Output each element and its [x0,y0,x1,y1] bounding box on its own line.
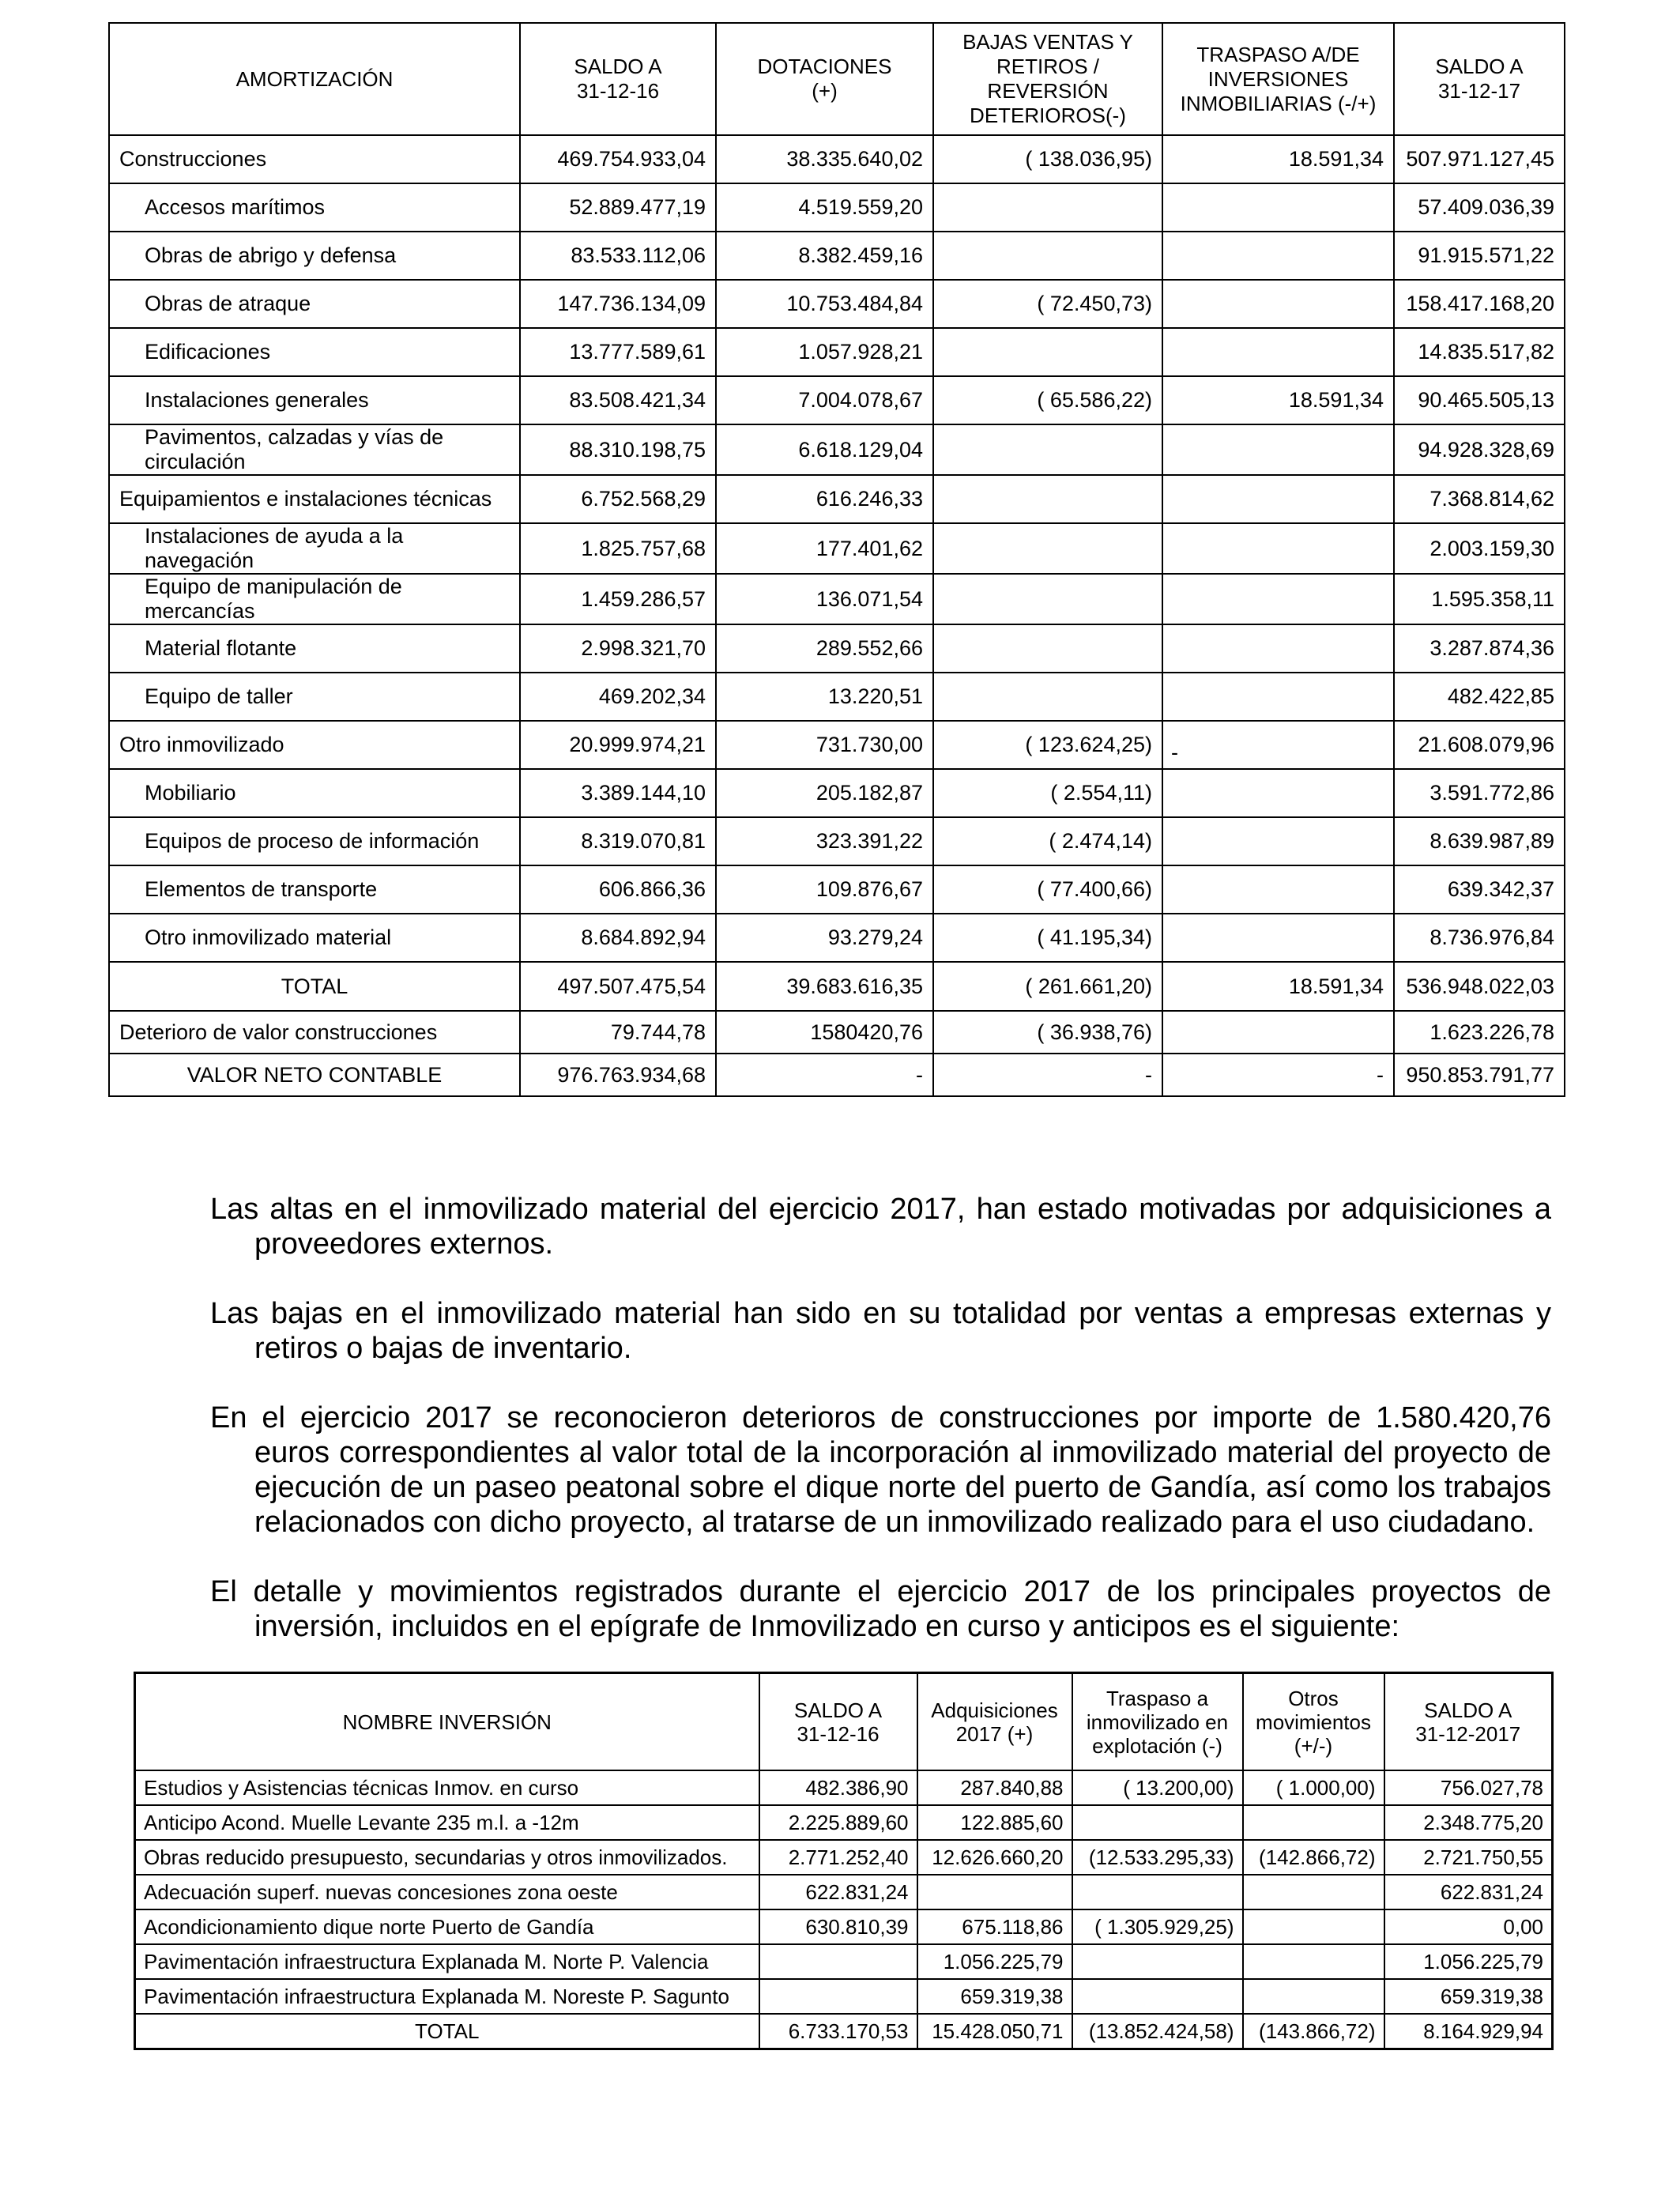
row-label: Accesos marítimos [109,183,520,232]
header-saldo-16: SALDO A 31-12-16 [520,23,716,135]
row-label: Pavimentos, calzadas y vías de circulación [109,424,520,475]
row-label: Equipos de proceso de información [109,817,520,865]
cell-saldo-17: 2.003.159,30 [1394,523,1565,574]
inversion-header-row [135,1673,1553,1771]
cell-saldo-16: 13.777.589,61 [520,328,716,376]
cell-saldo-17: 2.348.775,20 [1384,1805,1553,1840]
cell-saldo-17: 659.319,38 [1384,1979,1553,2014]
table-row [135,1909,1553,1944]
cell-bajas [933,424,1162,475]
cell-traspaso [1162,183,1394,232]
cell-saldo-17: 482.422,85 [1394,673,1565,721]
cell-traspaso: 18.591,34 [1162,376,1394,424]
cell-adquisiciones: 675.118,86 [917,1909,1072,1944]
table-row [109,865,1565,914]
cell-traspaso [1162,865,1394,914]
cell-traspaso [1162,475,1394,523]
cell-saldo-17: 1.595.358,11 [1394,574,1565,624]
cell-saldo-17: 8.736.976,84 [1394,914,1565,962]
header-otros: Otros movimientos (+/-) [1243,1673,1384,1771]
cell-bajas: ( 2.554,11) [933,769,1162,817]
cell-traspaso [1072,1805,1243,1840]
header-adquisiciones: Adquisiciones 2017 (+) [917,1673,1072,1771]
cell-traspaso: - [1162,1054,1394,1096]
table-row [135,1770,1553,1805]
valor-neto-row [109,1054,1565,1096]
cell-saldo-16: 1.825.757,68 [520,523,716,574]
table-row [109,232,1565,280]
table-row [109,817,1565,865]
total-row [109,962,1565,1011]
cell-saldo-16: 6.733.170,53 [759,2014,917,2049]
cell-saldo-17: 21.608.079,96 [1394,721,1565,769]
row-label: Otro inmovilizado material [109,914,520,962]
cell-saldo-17: 8.639.987,89 [1394,817,1565,865]
cell-saldo-16: 83.508.421,34 [520,376,716,424]
cell-traspaso: (12.533.295,33) [1072,1840,1243,1875]
row-label: Equipo de manipulación de mercancías [109,574,520,624]
cell-saldo-16: 469.202,34 [520,673,716,721]
amortizacion-header-row [109,23,1565,135]
cell-otros [1243,1875,1384,1909]
cell-bajas [933,574,1162,624]
row-label: Deterioro de valor construcciones [109,1011,520,1054]
cell-bajas: ( 261.661,20) [933,962,1162,1011]
cell-bajas [933,673,1162,721]
cell-saldo-17: 94.928.328,69 [1394,424,1565,475]
cell-saldo-17: 507.971.127,45 [1394,135,1565,183]
table-row [109,424,1565,475]
table-row [109,624,1565,673]
cell-saldo-17: 639.342,37 [1394,865,1565,914]
cell-saldo-16: 469.754.933,04 [520,135,716,183]
cell-traspaso [1162,673,1394,721]
cell-bajas: ( 36.938,76) [933,1011,1162,1054]
header-saldo-17: SALDO A 31-12-17 [1394,23,1565,135]
cell-otros [1243,1805,1384,1840]
row-label: Acondicionamiento dique norte Puerto de Gandía [135,1909,759,1944]
row-label: Anticipo Acond. Muelle Levante 235 m.l. a -12m [135,1805,759,1840]
table-row [109,523,1565,574]
row-label: Obras de atraque [109,280,520,328]
cell-dotaciones: 323.391,22 [716,817,933,865]
cell-traspaso [1162,523,1394,574]
header-bajas: BAJAS VENTAS Y RETIROS / REVERSIÓN DETERIOROS(-) [933,23,1162,135]
cell-saldo-16: 83.533.112,06 [520,232,716,280]
inversion-table [134,1672,1554,2050]
cell-dotaciones: 39.683.616,35 [716,962,933,1011]
cell-dotaciones: 177.401,62 [716,523,933,574]
total-row [135,2014,1553,2049]
cell-otros: ( 1.000,00) [1243,1770,1384,1805]
cell-dotaciones: 93.279,24 [716,914,933,962]
cell-traspaso: ( 1.305.929,25) [1072,1909,1243,1944]
cell-dotaciones: 6.618.129,04 [716,424,933,475]
cell-dotaciones: 731.730,00 [716,721,933,769]
cell-adquisiciones: 659.319,38 [917,1979,1072,2014]
cell-traspaso [1162,328,1394,376]
cell-saldo-17: 91.915.571,22 [1394,232,1565,280]
cell-bajas: ( 123.624,25) [933,721,1162,769]
table-row [109,183,1565,232]
cell-traspaso [1162,280,1394,328]
table-row [109,328,1565,376]
cell-saldo-17: 7.368.814,62 [1394,475,1565,523]
cell-saldo-17: 8.164.929,94 [1384,2014,1553,2049]
cell-dotaciones: - [716,1054,933,1096]
cell-bajas [933,328,1162,376]
cell-dotaciones: 109.876,67 [716,865,933,914]
paragraph-detalle: El detalle y movimientos registrados durante el ejercicio 2017 de los principales proyectos de inversión, incluidos en el epígrafe de Inmovilizado en curso y anticipos es el siguiente: [210,1575,1551,1643]
paragraph-deterioros: En el ejercicio 2017 se reconocieron deterioros de construcciones por importe de 1.580.420,76 euros correspondientes al valor total de la incorporación al inmovilizado material del proyecto de ejecución de un paseo peatonal sobre el dique norte del puerto de Gandía, así como los trabajos relacionados con dicho proyecto, al tratarse de un inmovilizado realizado para el uso ciudadano. [210,1401,1551,1539]
table-row [109,721,1565,769]
header-saldo-16: SALDO A 31-12-16 [759,1673,917,1771]
header-traspaso: Traspaso a inmovilizado en explotación (-) [1072,1673,1243,1771]
cell-traspaso [1072,1944,1243,1979]
cell-saldo-16: 497.507.475,54 [520,962,716,1011]
cell-saldo-16: 6.752.568,29 [520,475,716,523]
header-dotaciones: DOTACIONES (+) [716,23,933,135]
cell-saldo-16: 52.889.477,19 [520,183,716,232]
cell-traspaso [1162,424,1394,475]
header-amortizacion: AMORTIZACIÓN [109,23,520,135]
table-row [109,574,1565,624]
cell-bajas: ( 138.036,95) [933,135,1162,183]
table-row [109,673,1565,721]
cell-bajas: ( 2.474,14) [933,817,1162,865]
row-label: Instalaciones generales [109,376,520,424]
cell-dotaciones: 1580420,76 [716,1011,933,1054]
header-saldo-17: SALDO A 31-12-2017 [1384,1673,1553,1771]
row-label: Construcciones [109,135,520,183]
cell-adquisiciones: 287.840,88 [917,1770,1072,1805]
cell-saldo-16: 3.389.144,10 [520,769,716,817]
cell-adquisiciones: 12.626.660,20 [917,1840,1072,1875]
cell-saldo-16: 482.386,90 [759,1770,917,1805]
cell-traspaso [1072,1979,1243,2014]
valor-neto-label: VALOR NETO CONTABLE [109,1054,520,1096]
cell-otros [1243,1909,1384,1944]
row-label: Adecuación superf. nuevas concesiones zona oeste [135,1875,759,1909]
row-label: Equipamientos e instalaciones técnicas [109,475,520,523]
cell-bajas: ( 41.195,34) [933,914,1162,962]
row-label: Edificaciones [109,328,520,376]
cell-saldo-16: 8.319.070,81 [520,817,716,865]
cell-adquisiciones: 122.885,60 [917,1805,1072,1840]
cell-saldo-17: 950.853.791,77 [1394,1054,1565,1096]
cell-traspaso: ( 13.200,00) [1072,1770,1243,1805]
cell-saldo-17: 57.409.036,39 [1394,183,1565,232]
row-label: Equipo de taller [109,673,520,721]
cell-saldo-16: 147.736.134,09 [520,280,716,328]
cell-saldo-17: 756.027,78 [1384,1770,1553,1805]
cell-dotaciones: 1.057.928,21 [716,328,933,376]
cell-bajas [933,624,1162,673]
cell-adquisiciones: 1.056.225,79 [917,1944,1072,1979]
cell-dotaciones: 13.220,51 [716,673,933,721]
cell-saldo-16: 1.459.286,57 [520,574,716,624]
cell-saldo-16: 88.310.198,75 [520,424,716,475]
cell-adquisiciones [917,1875,1072,1909]
cell-bajas: ( 65.586,22) [933,376,1162,424]
cell-saldo-16 [759,1979,917,2014]
cell-saldo-17: 1.623.226,78 [1394,1011,1565,1054]
cell-bajas: ( 77.400,66) [933,865,1162,914]
row-label: Otro inmovilizado [109,721,520,769]
cell-traspaso [1162,817,1394,865]
paragraph-altas: Las altas en el inmovilizado material del ejercicio 2017, han estado motivadas por adquisiciones a proveedores externos. [210,1193,1551,1261]
cell-bajas [933,475,1162,523]
cell-traspaso: 18.591,34 [1162,135,1394,183]
cell-saldo-17: 158.417.168,20 [1394,280,1565,328]
dash-mark: - [1171,741,1178,764]
table-row [109,280,1565,328]
row-label: Estudios y Asistencias técnicas Inmov. en curso [135,1770,759,1805]
cell-saldo-16: 2.771.252,40 [759,1840,917,1875]
cell-dotaciones: 4.519.559,20 [716,183,933,232]
cell-otros [1243,1944,1384,1979]
cell-saldo-16: 20.999.974,21 [520,721,716,769]
cell-saldo-16: 976.763.934,68 [520,1054,716,1096]
row-label: Elementos de transporte [109,865,520,914]
row-label: Pavimentación infraestructura Explanada M. Noreste P. Sagunto [135,1979,759,2014]
cell-saldo-16: 622.831,24 [759,1875,917,1909]
cell-saldo-16: 79.744,78 [520,1011,716,1054]
cell-saldo-17: 2.721.750,55 [1384,1840,1553,1875]
cell-bajas [933,523,1162,574]
cell-otros [1243,1979,1384,2014]
row-label: Pavimentación infraestructura Explanada M. Norte P. Valencia [135,1944,759,1979]
explanatory-paragraphs [210,1192,1551,1679]
cell-saldo-17: 14.835.517,82 [1394,328,1565,376]
table-row [109,135,1565,183]
cell-traspaso [1162,914,1394,962]
cell-dotaciones: 289.552,66 [716,624,933,673]
row-label: Material flotante [109,624,520,673]
cell-traspaso [1162,721,1394,769]
cell-saldo-16: 2.998.321,70 [520,624,716,673]
paragraph-bajas: Las bajas en el inmovilizado material han sido en su totalidad por ventas a empresas externas y retiros o bajas de inventario. [210,1297,1551,1365]
cell-saldo-16: 2.225.889,60 [759,1805,917,1840]
cell-traspaso [1162,574,1394,624]
row-label: Obras reducido presupuesto, secundarias y otros inmovilizados. [135,1840,759,1875]
deterioro-row [109,1011,1565,1054]
cell-saldo-17: 3.591.772,86 [1394,769,1565,817]
amortizacion-table [108,22,1565,1097]
cell-dotaciones: 8.382.459,16 [716,232,933,280]
total-label: TOTAL [109,962,520,1011]
cell-bajas: ( 72.450,73) [933,280,1162,328]
cell-traspaso [1162,232,1394,280]
header-traspaso: TRASPASO A/DE INVERSIONES INMOBILIARIAS (-/+) [1162,23,1394,135]
table-row [109,914,1565,962]
cell-saldo-16: 630.810,39 [759,1909,917,1944]
cell-saldo-17: 90.465.505,13 [1394,376,1565,424]
cell-otros: (143.866,72) [1243,2014,1384,2049]
cell-dotaciones: 205.182,87 [716,769,933,817]
table-row [135,1944,1553,1979]
table-row [109,475,1565,523]
cell-dotaciones: 10.753.484,84 [716,280,933,328]
table-row [135,1840,1553,1875]
cell-saldo-17: 0,00 [1384,1909,1553,1944]
cell-traspaso [1162,624,1394,673]
table-row [135,1875,1553,1909]
cell-bajas [933,183,1162,232]
cell-saldo-17: 3.287.874,36 [1394,624,1565,673]
cell-saldo-16 [759,1944,917,1979]
cell-bajas [933,232,1162,280]
row-label: Obras de abrigo y defensa [109,232,520,280]
cell-otros: (142.866,72) [1243,1840,1384,1875]
cell-saldo-17: 1.056.225,79 [1384,1944,1553,1979]
cell-dotaciones: 136.071,54 [716,574,933,624]
table-row [109,376,1565,424]
header-nombre-inversion: NOMBRE INVERSIÓN [135,1673,759,1771]
cell-dotaciones: 7.004.078,67 [716,376,933,424]
cell-traspaso [1072,1875,1243,1909]
table-row [109,769,1565,817]
cell-saldo-16: 8.684.892,94 [520,914,716,962]
row-label: Mobiliario [109,769,520,817]
cell-traspaso: (13.852.424,58) [1072,2014,1243,2049]
cell-traspaso: 18.591,34 [1162,962,1394,1011]
total-label: TOTAL [135,2014,759,2049]
cell-bajas: - [933,1054,1162,1096]
cell-traspaso [1162,769,1394,817]
table-row [135,1805,1553,1840]
cell-saldo-16: 606.866,36 [520,865,716,914]
cell-saldo-17: 536.948.022,03 [1394,962,1565,1011]
row-label: Instalaciones de ayuda a la navegación [109,523,520,574]
table-row [135,1979,1553,2014]
cell-dotaciones: 38.335.640,02 [716,135,933,183]
cell-saldo-17: 622.831,24 [1384,1875,1553,1909]
cell-dotaciones: 616.246,33 [716,475,933,523]
cell-traspaso [1162,1011,1394,1054]
cell-adquisiciones: 15.428.050,71 [917,2014,1072,2049]
